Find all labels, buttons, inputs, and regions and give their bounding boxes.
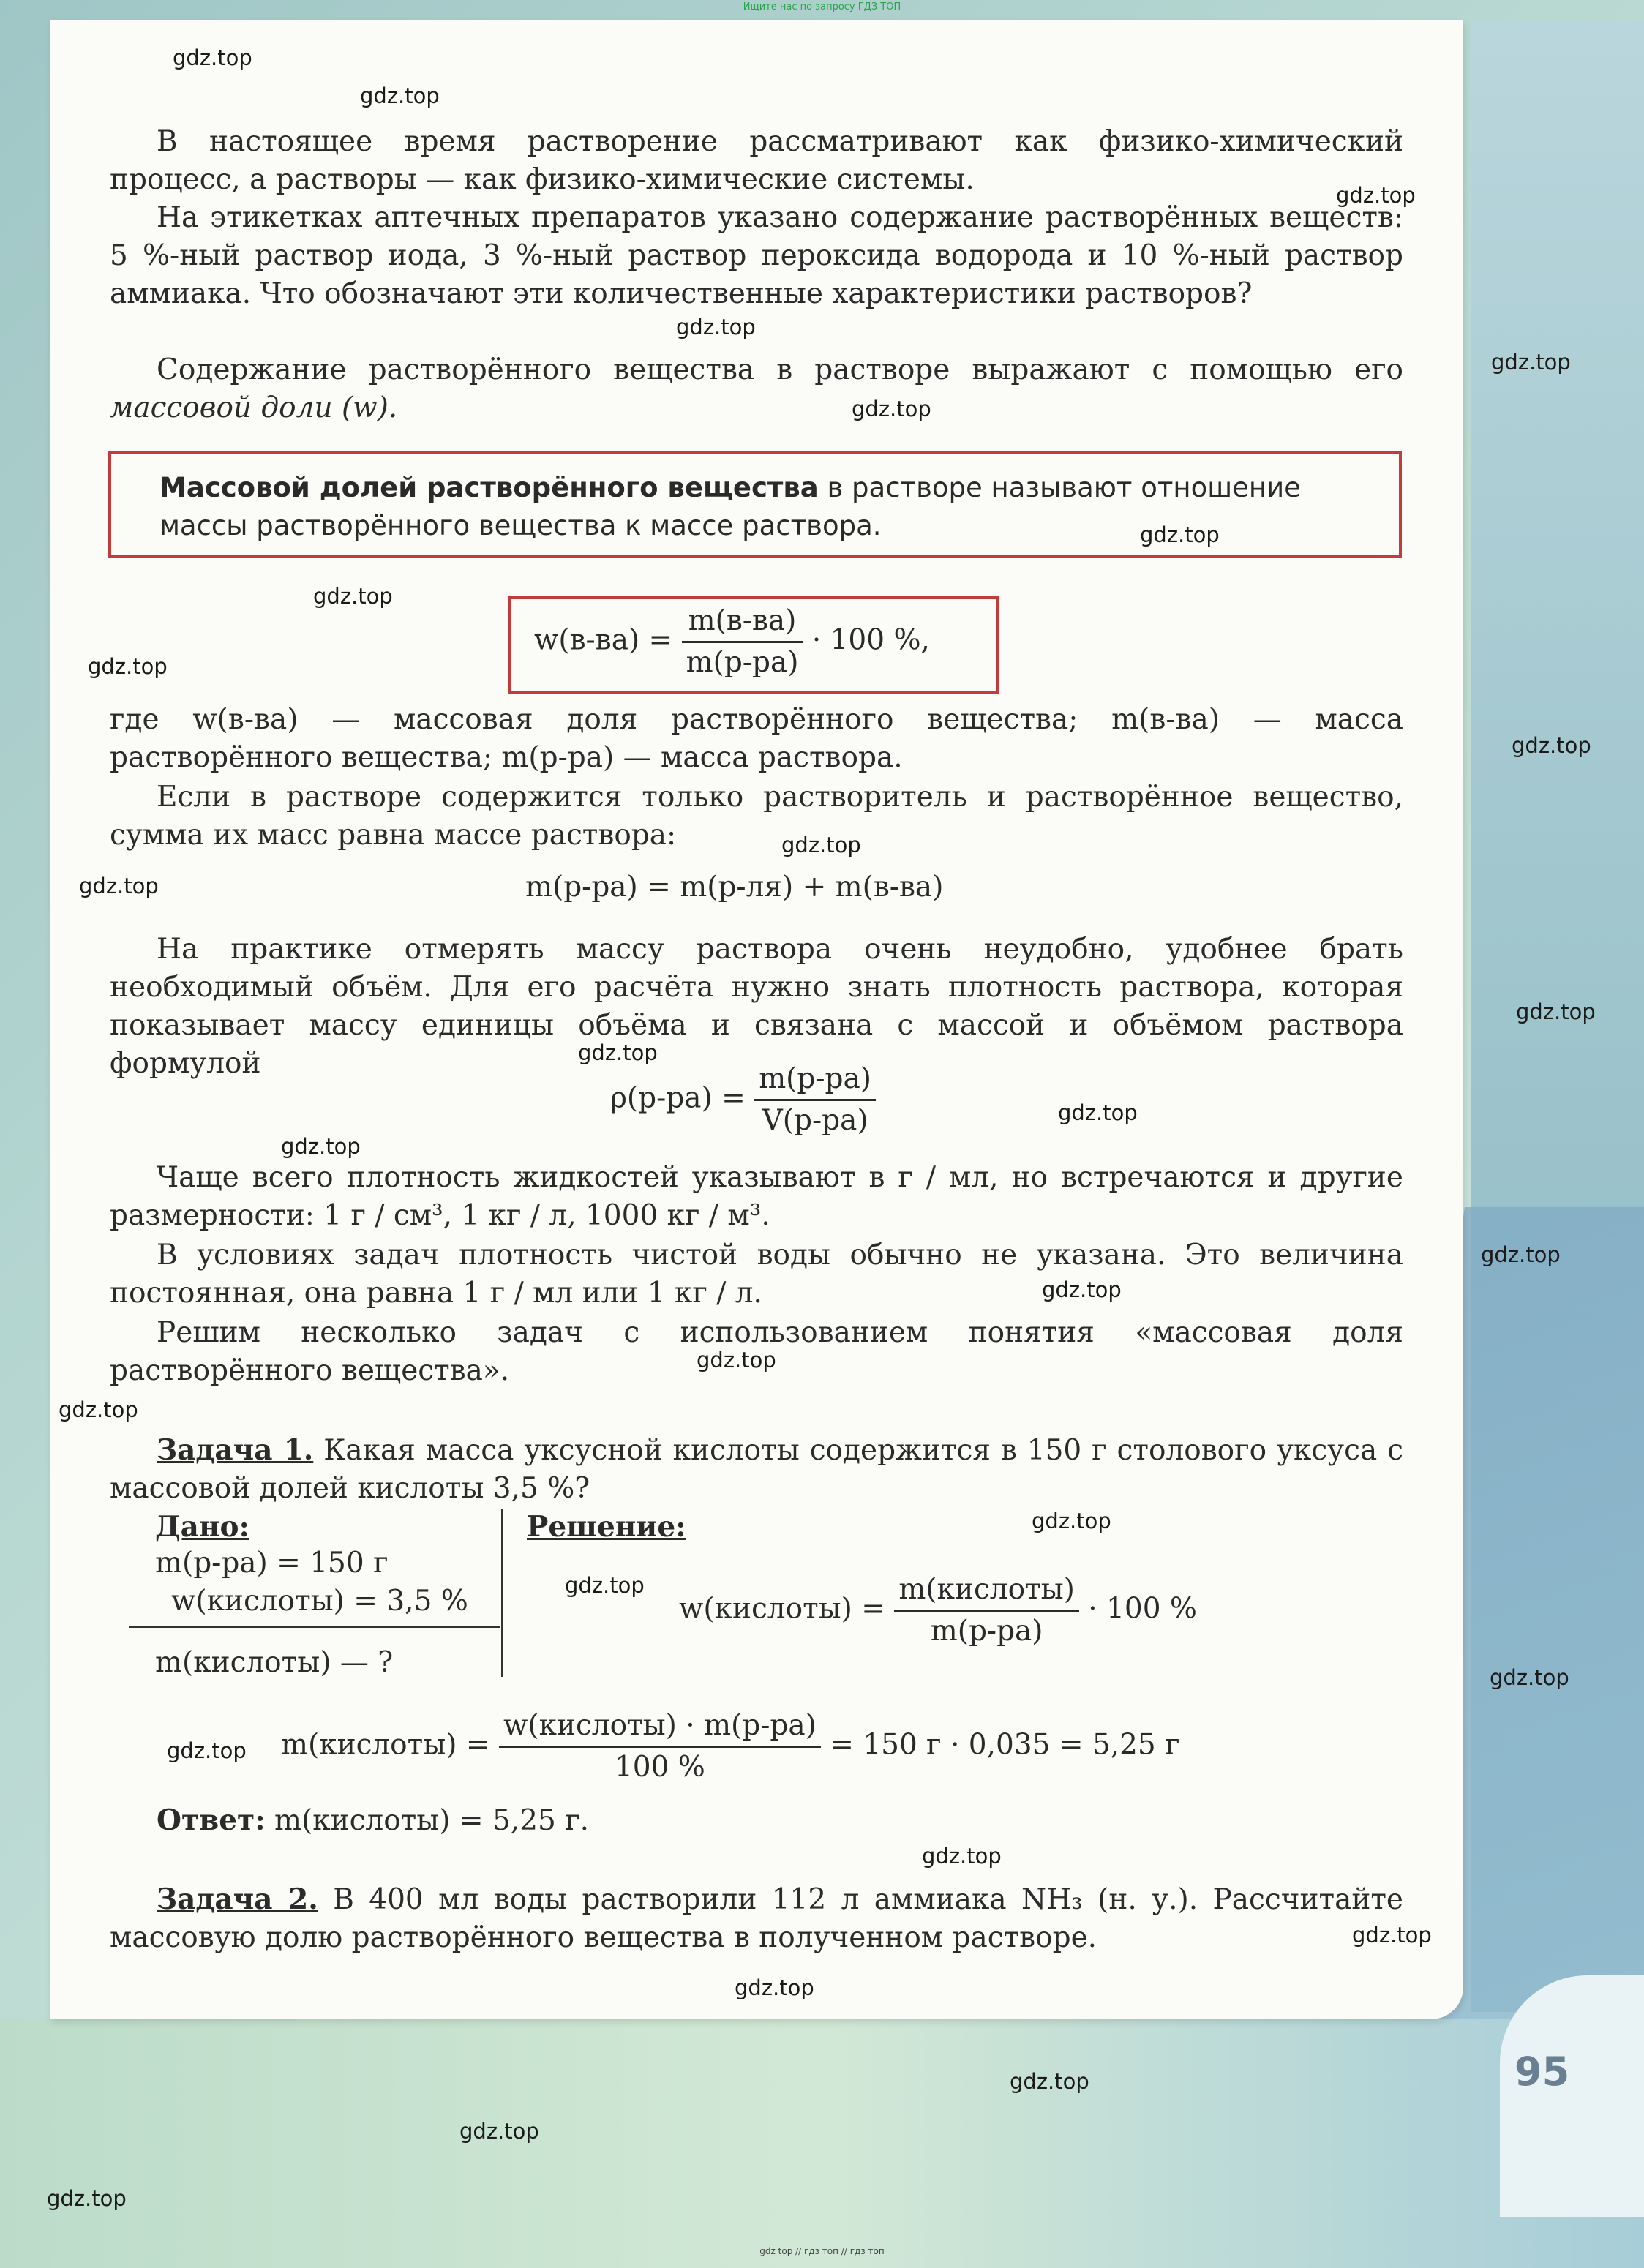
page-number: 95	[1514, 2049, 1570, 2095]
find-line: m(кислоты) — ?	[155, 1646, 394, 1679]
paragraph-7: Чаще всего плотность жидкостей указывают в г / мл, но встречаются и другие размерности: 1 г / см³, 1 кг / л, 1000 кг / м³.	[110, 1161, 1403, 1232]
paragraph-1: В настоящее время растворение рассматривают как физико-химический процесс, а растворы — как физико-химические системы.	[110, 125, 1403, 196]
task-1: Задача 1. Какая масса уксусной кислоты содержится в 150 г столового уксуса с массовой долей кислоты 3,5 %?	[110, 1433, 1403, 1505]
formula-mass-fraction: w(в-ва) = $\frac{m(в-ва)}{m(р-ра)}$ · 100 %,	[534, 601, 930, 683]
watermark: gdz.top	[281, 1134, 361, 1159]
paragraph-2: На этикетках аптечных препаратов указано содержание растворённых веществ: 5 %-ный раствор иода, 3 %-ный раствор пероксида водорода и 10 %-ный раствор аммиака. Что обозначают эти количественные характеристики растворов?	[110, 201, 1403, 310]
bottom-note: gdz top // гдз топ // гдз топ	[759, 2246, 885, 2256]
watermark: gdz.top	[1481, 1242, 1561, 1267]
watermark: gdz.top	[1512, 733, 1591, 758]
watermark: gdz.top	[1058, 1100, 1138, 1125]
formula-density: ρ(р-ра) = $\frac{m(р-ра)}{V(р-ра)}$	[610, 1059, 876, 1141]
solution-formula-2: m(кислоты) = $\frac{\text{w(кислоты) · m(р-ра)}}{100 \%}$ = 150 г · 0,035 = 5,25 г	[281, 1706, 1180, 1787]
watermark: gdz.top	[781, 833, 861, 857]
watermark: gdz.top	[47, 2186, 127, 2211]
watermark: gdz.top	[578, 1040, 658, 1065]
given-divider	[129, 1626, 500, 1628]
solution-formula-1: w(кислоты) = $\frac{\text{m(кислоты)}}{m(р-ра)}$ · 100 %	[679, 1570, 1197, 1651]
watermark: gdz.top	[697, 1348, 776, 1373]
watermark: gdz.top	[1032, 1509, 1111, 1533]
watermark: gdz.top	[1491, 350, 1571, 375]
watermark: gdz.top	[88, 654, 168, 679]
paragraph-8: В условиях задач плотность чистой воды обычно не указана. Это величина постоянная, она равна 1 г / мл или 1 кг / л.	[110, 1239, 1403, 1310]
watermark: gdz.top	[173, 45, 252, 70]
watermark: gdz.top	[79, 874, 159, 898]
task-2: Задача 2. В 400 мл воды растворили 112 л аммиака NH₃ (н. у.). Рассчитайте массовую долю растворённого вещества в полученном растворе.	[110, 1882, 1403, 1954]
watermark: gdz.top	[852, 397, 931, 421]
watermark: gdz.top	[1140, 522, 1220, 547]
watermark: gdz.top	[922, 1844, 1002, 1869]
watermark: gdz.top	[1352, 1923, 1432, 1948]
paragraph-4: где w(в-ва) — массовая доля растворённого вещества; m(в-ва) — масса растворённого вещества; m(р-ра) — масса раствора.	[110, 703, 1403, 774]
given-label: Дано:	[155, 1510, 249, 1544]
page-corner	[1500, 1975, 1644, 2217]
background-shape	[0, 2019, 1644, 2268]
paragraph-9: Решим несколько задач с использованием понятия «массовая доля растворённого вещества».	[110, 1316, 1403, 1387]
watermark: gdz.top	[1516, 999, 1596, 1024]
top-note: Ищите нас по запросу ГДЗ ТОП	[743, 1, 901, 12]
given-line: w(кислоты) = 3,5 %	[171, 1585, 468, 1618]
watermark: gdz.top	[313, 584, 393, 609]
watermark: gdz.top	[1336, 183, 1416, 208]
watermark: gdz.top	[1010, 2069, 1089, 2094]
watermark: gdz.top	[1042, 1277, 1122, 1302]
definition-text: Массовой долей растворённого вещества в растворе называют отношение массы растворённого вещества к массе раствора.	[159, 472, 1301, 541]
watermark: gdz.top	[167, 1738, 247, 1763]
paragraph-3: Содержание растворённого вещества в растворе выражают с помощью его массовой доли (w).	[110, 353, 1403, 424]
given-line: m(р-ра) = 150 г	[155, 1547, 389, 1580]
watermark: gdz.top	[459, 2119, 539, 2144]
watermark: gdz.top	[676, 315, 756, 339]
formula-solution-mass: m(р-ра) = m(р-ля) + m(в-ва)	[525, 871, 944, 904]
paragraph-5: Если в растворе содержится только растворитель и растворённое вещество, сумма их масс равна массе раствора:	[110, 781, 1403, 852]
answer: Ответ: m(кислоты) = 5,25 г.	[157, 1803, 590, 1837]
watermark: gdz.top	[59, 1397, 138, 1422]
watermark: gdz.top	[360, 83, 440, 108]
solution-divider	[501, 1509, 503, 1677]
watermark: gdz.top	[1490, 1665, 1569, 1690]
watermark: gdz.top	[565, 1573, 645, 1598]
solution-label: Решение:	[527, 1510, 686, 1544]
watermark: gdz.top	[735, 1975, 814, 2000]
paragraph-6: На практике отмерять массу раствора очень неудобно, удобнее брать необходимый объём. Для его расчёта нужно знать плотность раствора, которая показывает массу единицы объёма и связана с массой и объёмом раствора формулой	[110, 933, 1403, 1080]
